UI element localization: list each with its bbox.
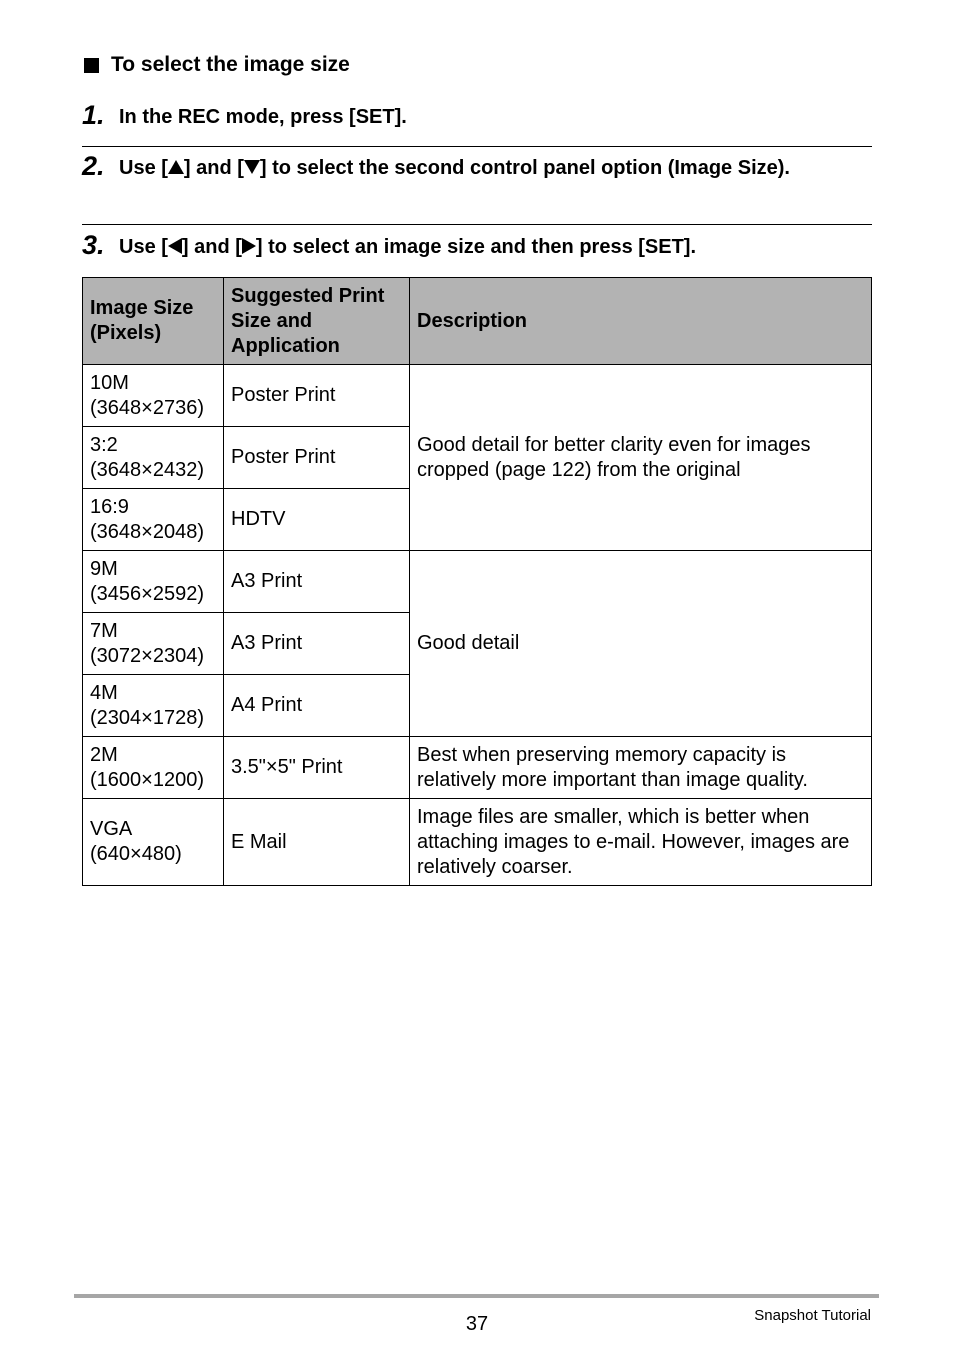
- use-cell: A3 Print: [224, 551, 410, 613]
- use-cell: 3.5"×5" Print: [224, 737, 410, 799]
- up-arrow-icon: [168, 160, 184, 174]
- square-bullet-icon: [84, 58, 99, 73]
- size-cell: 7M (3072×2304): [83, 613, 224, 675]
- step-2: [82, 151, 872, 211]
- use-cell: Poster Print: [224, 427, 410, 489]
- size-cell: VGA (640×480): [83, 799, 224, 886]
- step-text: Use [ ] and [ ] to select the second control panel option (Image Size).: [119, 157, 790, 179]
- divider: [82, 146, 872, 147]
- section-title-text: To select the image size: [111, 53, 350, 76]
- use-cell: A3 Print: [224, 613, 410, 675]
- step-3: [82, 230, 872, 266]
- left-arrow-icon: [168, 238, 182, 254]
- header-description: Description: [410, 278, 872, 365]
- size-cell: 4M (2304×1728): [83, 675, 224, 737]
- use-cell: A4 Print: [224, 675, 410, 737]
- page-number: 37: [465, 1313, 489, 1335]
- step-text: In the REC mode, press [SET].: [119, 106, 407, 128]
- footer-label: Snapshot Tutorial: [754, 1307, 871, 1324]
- step-number: 3.: [82, 230, 105, 260]
- divider: [82, 224, 872, 225]
- description-cell: Good detail: [410, 551, 872, 737]
- table-row: [83, 365, 872, 427]
- use-cell: E Mail: [224, 799, 410, 886]
- size-cell: 2M (1600×1200): [83, 737, 224, 799]
- description-cell: Best when preserving memory capacity is relatively more important than image quality.: [410, 737, 872, 799]
- size-cell: 10M (3648×2736): [83, 365, 224, 427]
- description-cell: Image files are smaller, which is better when attaching images to e-mail. However, images are relatively coarser.: [410, 799, 872, 886]
- step-1: [82, 100, 872, 140]
- use-cell: Poster Print: [224, 365, 410, 427]
- table-row: [83, 551, 872, 613]
- header-image-size: Image Size (Pixels): [83, 278, 224, 365]
- table-row: [83, 737, 872, 799]
- size-cell: 3:2 (3648×2432): [83, 427, 224, 489]
- description-cell: Good detail for better clarity even for images cropped (page 122) from the original: [410, 365, 872, 551]
- down-arrow-icon: [244, 160, 260, 174]
- size-cell: 9M (3456×2592): [83, 551, 224, 613]
- right-arrow-icon: [242, 238, 256, 254]
- table-row: [83, 799, 872, 886]
- step-text: Use [ ] and [ ] to select an image size and then press [SET].: [119, 236, 697, 258]
- size-cell: 16:9 (3648×2048): [83, 489, 224, 551]
- footer-rule: [74, 1294, 879, 1298]
- use-cell: HDTV: [224, 489, 410, 551]
- step-number: 1.: [82, 100, 105, 130]
- section-title: [84, 53, 350, 77]
- table-header-row: [83, 278, 872, 365]
- header-suggested-print: Suggested Print Size and Application: [224, 278, 410, 365]
- image-size-table: [82, 277, 872, 886]
- step-number: 2.: [82, 151, 105, 181]
